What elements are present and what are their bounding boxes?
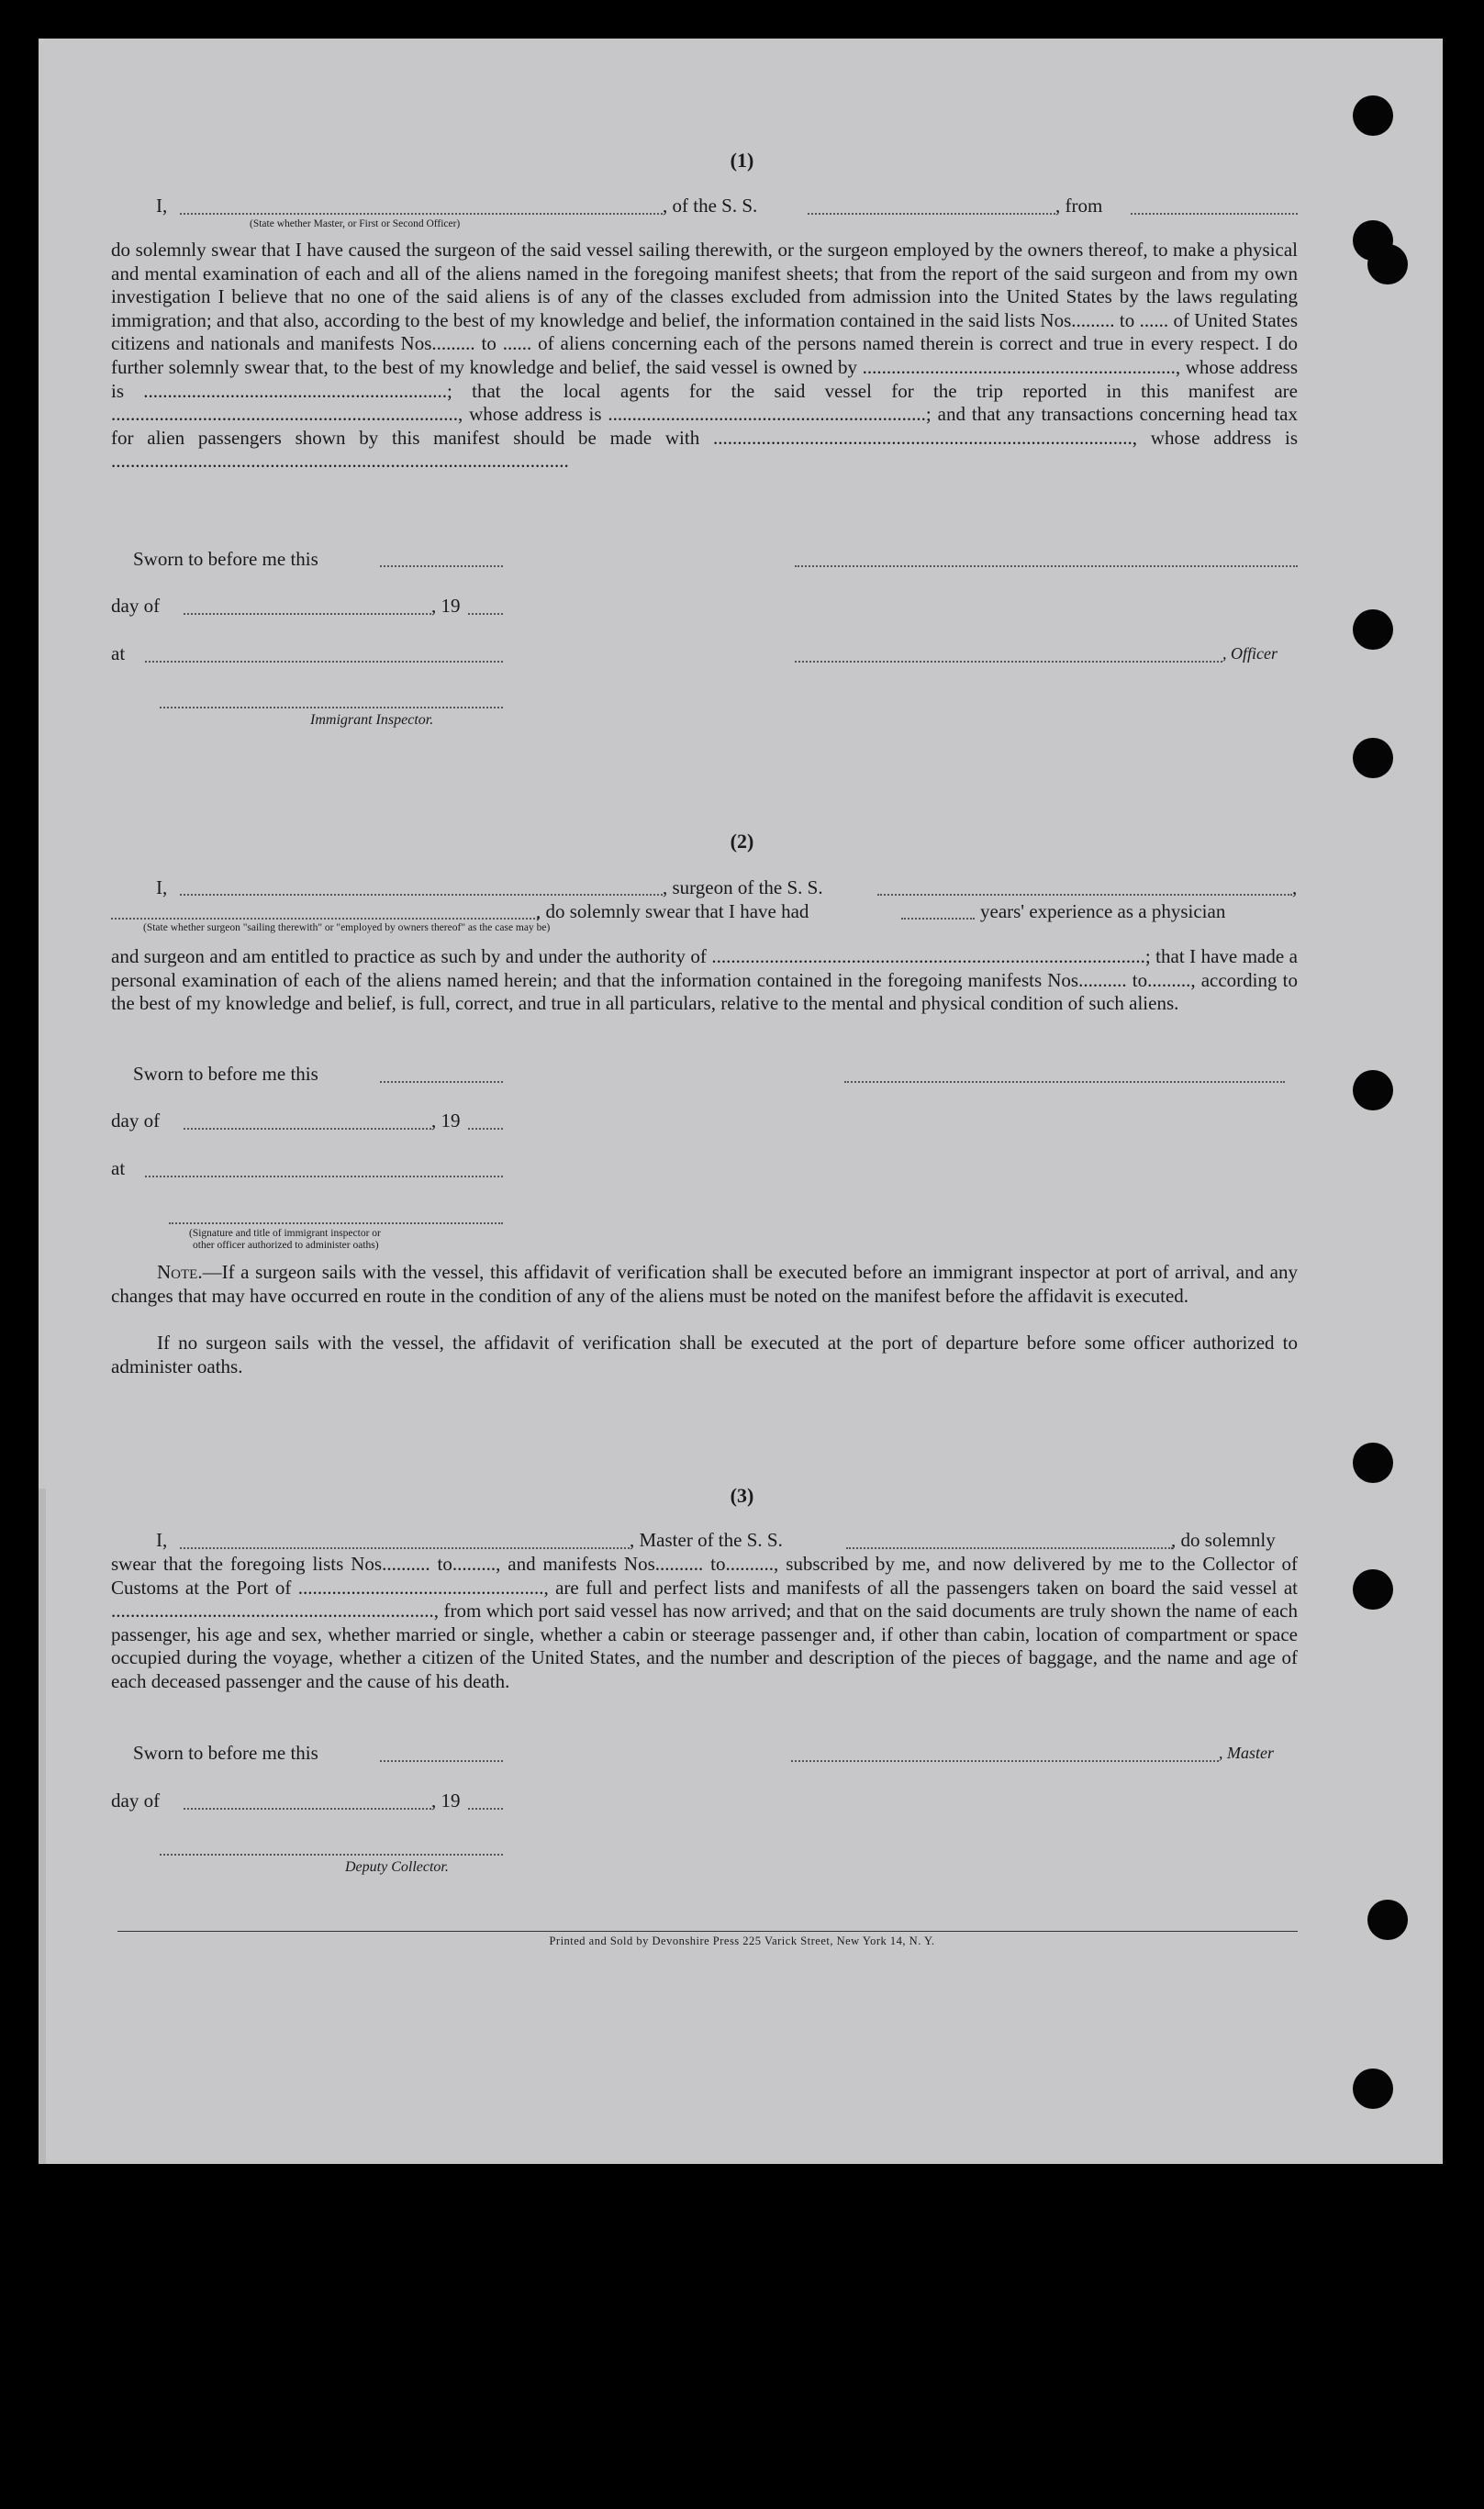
s2-at: at (111, 1157, 126, 1179)
s2-i: I, (156, 876, 168, 898)
s2-sig-caption-2: other officer authorized to administer oaths) (193, 1240, 379, 1251)
s3-i: I, (156, 1529, 168, 1551)
s1-day-of: day of (111, 595, 161, 617)
s2-note-2 (111, 1332, 1298, 1378)
s1-officer-label: , Officer (1222, 644, 1278, 663)
s2-signature-blank[interactable] (844, 1081, 1285, 1083)
binder-hole (1367, 244, 1408, 284)
s2-surgeon-type-blank[interactable] (111, 918, 539, 920)
s1-inspector-label: Immigrant Inspector. (310, 712, 434, 728)
s3-deputy-blank[interactable] (160, 1854, 503, 1856)
s2-name-blank[interactable] (180, 894, 663, 896)
s1-officer-blank[interactable] (795, 661, 1222, 663)
s2-inspector-blank[interactable] (169, 1222, 503, 1224)
s3-body: swear that the foregoing lists Nos.......... to........., and manifests Nos.......... to.........., subscribed by me, and now delivered by me to the Collector of Customs at the Port of ..................................................., are full and perfect lists and manifests of all the passengers taken on board the said vessel at ..................................................................., from which port said vessel has now arrived; and that on the said documents are truly shown the name of each passenger, his age and sex, whether married or single, whether a cabin or steerage passenger and, if other than cabin, location of compartment or space occupied during the voyage, whether a citizen of the United States, and the number and description of the pieces of baggage, and the name and age of each deceased passenger and the cause of his death. (111, 1553, 1298, 1692)
s1-ship-blank[interactable] (808, 213, 1055, 215)
s2-sig-caption-1: (Signature and title of immigrant inspector or (189, 1228, 381, 1239)
s3-swear: , do solemnly (1171, 1529, 1276, 1551)
s3-year: , 19 (431, 1790, 461, 1812)
s1-sworn-blank[interactable] (380, 565, 503, 567)
s1-sworn: Sworn to before me this (133, 548, 318, 570)
note-text-2: If no surgeon sails with the vessel, the affidavit of verification shall be executed at the port of departure before some officer authorized to administer oaths. (111, 1332, 1298, 1377)
s3-master: , Master of the S. S. (630, 1529, 783, 1551)
s2-ship-blank[interactable] (877, 894, 1292, 896)
s3-name-blank[interactable] (180, 1547, 630, 1549)
binder-hole (1353, 2069, 1393, 2109)
s1-of-ss: , of the S. S. (663, 195, 758, 217)
s2-note (111, 1261, 1298, 1308)
s3-sworn: Sworn to before me this (133, 1742, 318, 1764)
s1-year: , 19 (431, 595, 461, 617)
s2-surgeon: , surgeon of the S. S. (663, 876, 823, 898)
section-2-number: (2) (730, 830, 754, 853)
s3-day-of: day of (111, 1790, 161, 1812)
s1-name-blank[interactable] (180, 213, 663, 215)
s2-swear: , do solemnly swear that I have had (536, 900, 809, 922)
s1-from-blank[interactable] (1131, 213, 1298, 215)
s2-day-of: day of (111, 1110, 161, 1132)
s1-caption: (State whether Master, or First or Second Officer) (250, 218, 461, 229)
s1-signature-blank[interactable] (795, 565, 1298, 567)
s2-body: and surgeon and am entitled to practice as such by and under the authority of ..........................................................................................; that I have made a personal examination of each of the aliens named herein; and that the information contained in the foregoing manifests Nos.......... to........., according to the best of my knowledge and belief, is full, correct, and true in all particulars, relative to the mental and physical condition of such aliens. (111, 945, 1298, 1015)
binder-hole (1353, 738, 1393, 778)
s3-master-label: , Master (1219, 1744, 1274, 1762)
s3-year-blank[interactable] (468, 1808, 503, 1810)
s3-sworn-blank[interactable] (380, 1760, 503, 1762)
binder-hole (1353, 609, 1393, 650)
binder-hole (1353, 1443, 1393, 1483)
s2-year-blank[interactable] (468, 1128, 503, 1130)
footer-rule (117, 1931, 1298, 1932)
s1-year-blank[interactable] (468, 613, 503, 615)
s2-sworn: Sworn to before me this (133, 1063, 318, 1085)
s1-day-blank[interactable] (184, 613, 431, 615)
s2-sworn-blank[interactable] (380, 1081, 503, 1083)
s2-caption: (State whether surgeon "sailing therewith" or "employed by owners thereof" as the case may be) (143, 922, 551, 933)
s1-inspector-blank[interactable] (160, 707, 503, 708)
s3-day-blank[interactable] (184, 1808, 431, 1810)
binder-hole (1353, 1569, 1393, 1610)
paper-edge (39, 1489, 46, 2164)
s2-year: , 19 (431, 1110, 461, 1132)
s3-master-blank[interactable] (791, 1760, 1219, 1762)
s1-body: do solemnly swear that I have caused the surgeon of the said vessel sailing therewith, or the surgeon employed by the owners thereof, to make a physical and mental examination of each and all of the aliens named in the foregoing manifest sheets; that from the report of the said surgeon and from my own investigation I believe that no one of the said aliens is of any of the classes excluded from admission into the United States by the laws regulating immigration; and that also, according to the best of my knowledge and belief, the information contained in the said lists Nos......... to ...... of United States citizens and nationals and manifests Nos......... to ...... of aliens concerning each of the persons named therein is correct and true in every respect. I do further solemnly swear that, to the best of my knowledge and belief, the said vessel is owned by ................................................................., whose address is ...............................................................; that the local agents for the said vessel for the trip reported in this manifest are ........................................................................, whose address is ..................................................................; and that any transactions concerning head tax for alien passengers shown by this manifest should be made with ......................................................................................., whose address is ............................................................................................... (111, 239, 1298, 473)
note-label: Note. (157, 1261, 203, 1283)
s2-day-blank[interactable] (184, 1128, 431, 1130)
s2-comma: , (1292, 876, 1298, 898)
s3-ship-blank[interactable] (846, 1547, 1173, 1549)
s1-at-blank[interactable] (145, 661, 503, 663)
section-1-number: (1) (730, 149, 754, 172)
s1-from: , from (1055, 195, 1103, 217)
s2-years: years' experience as a physician (980, 900, 1226, 922)
s2-at-blank[interactable] (145, 1176, 503, 1177)
binder-hole (1353, 95, 1393, 136)
section-3-number: (3) (730, 1484, 754, 1507)
note-text-1: —If a surgeon sails with the vessel, this affidavit of verification shall be executed before an immigrant inspector at port of arrival, and any changes that may have occurred en route in the condition of any of the aliens must be noted on the manifest before the affidavit is executed. (111, 1261, 1298, 1307)
s1-at: at (111, 642, 126, 664)
binder-hole (1353, 1070, 1393, 1110)
s1-i: I, (156, 195, 168, 217)
s3-deputy-label: Deputy Collector. (345, 1859, 449, 1875)
s2-years-blank[interactable] (901, 918, 975, 920)
printer-imprint: Printed and Sold by Devonshire Press 225 Varick Street, New York 14, N. Y. (549, 1935, 935, 1947)
